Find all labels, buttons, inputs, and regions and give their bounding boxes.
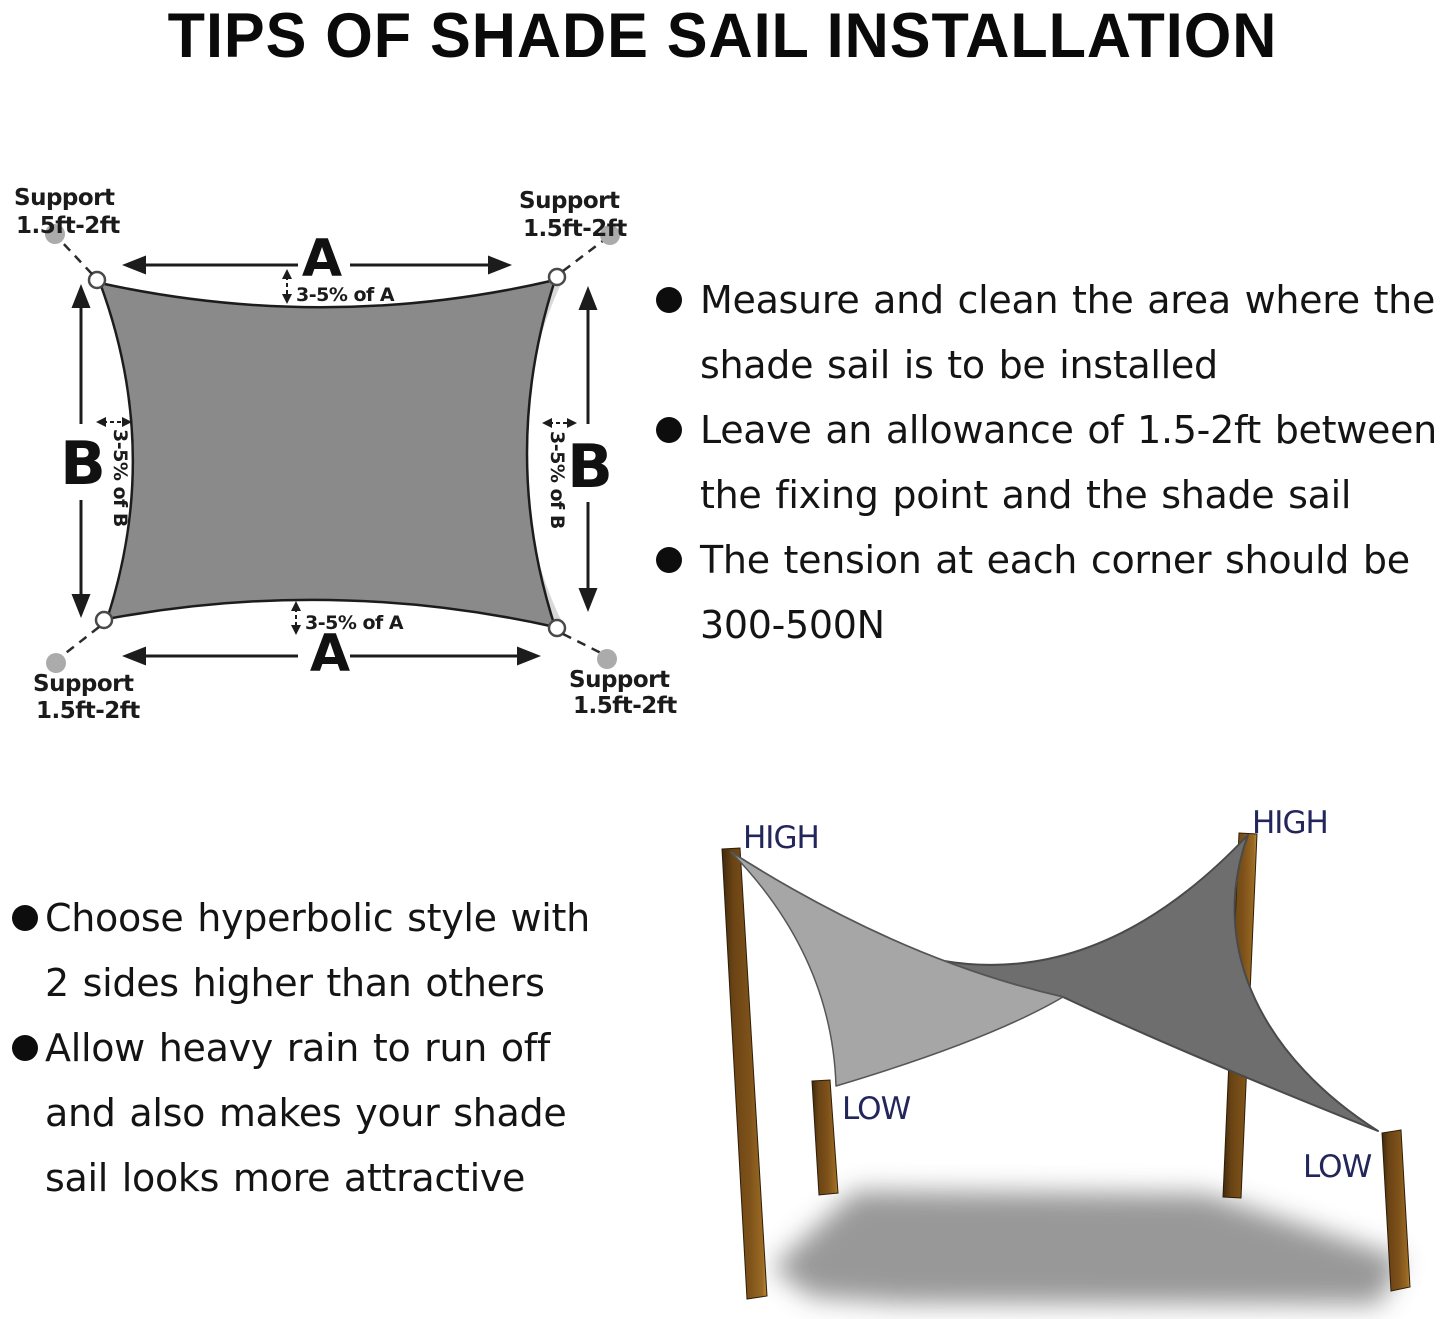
list-item (656, 268, 1445, 398)
list-item (12, 886, 644, 1016)
dimension-letter-a: A (301, 229, 343, 289)
tip-text: Measure and clean the area where the (700, 278, 1436, 322)
tip-text: The tension at each corner should be (700, 538, 1410, 582)
support-label: Support (519, 188, 620, 214)
dimension-letter-b: B (567, 432, 613, 502)
support-tie-line (62, 627, 99, 656)
tip-text: 300-500N (700, 603, 885, 647)
page-title: TIPS OF SHADE SAIL INSTALLATION (167, 1, 1278, 71)
tip-text: the fixing point and the shade sail (700, 473, 1352, 517)
dimension-a-top (122, 229, 512, 306)
dimension-letter-b: B (60, 429, 106, 499)
support-label: 1.5ft-2ft (523, 216, 627, 242)
offset-label-right: 3-5% of B (546, 431, 568, 529)
support-label: Support (33, 671, 134, 697)
label-high-right: HIGH (1252, 805, 1328, 841)
list-item (656, 398, 1445, 528)
support-tie-line (61, 241, 92, 274)
bullet-icon (656, 547, 682, 573)
label-low-right: LOW (1303, 1149, 1372, 1185)
installation-illustration (690, 790, 1445, 1319)
tip-text: 2 sides higher than others (45, 961, 545, 1005)
support-label: 1.5ft-2ft (573, 693, 677, 719)
support-tie-line (563, 634, 601, 653)
bullet-icon (656, 287, 682, 313)
label-low-left: LOW (842, 1091, 911, 1127)
offset-label-left: 3-5% of B (109, 429, 131, 527)
tip-text: and also makes your shade (45, 1091, 567, 1135)
post-high-left (722, 848, 767, 1299)
label-high-left: HIGH (743, 820, 819, 856)
support-label: 1.5ft-2ft (16, 213, 120, 239)
support-label: Support (14, 185, 115, 211)
support-tie-line (563, 240, 604, 271)
corner-ring-icon (549, 620, 565, 636)
tips-list-right (656, 268, 1445, 658)
tip-text: Choose hyperbolic style with (45, 896, 590, 940)
support-label: 1.5ft-2ft (36, 698, 140, 724)
dimension-letter-a: A (309, 624, 351, 684)
bullet-icon (656, 417, 682, 443)
tips-list-left (12, 886, 644, 1211)
tip-text: Allow heavy rain to run off (45, 1026, 550, 1070)
shade-sail-shape (100, 280, 555, 627)
ground-shadow (772, 1191, 1402, 1304)
tip-text: shade sail is to be installed (700, 343, 1218, 387)
corner-ring-icon (96, 612, 112, 628)
support-label: Support (569, 667, 670, 693)
dimension-b-right (542, 286, 613, 612)
tip-text: Leave an allowance of 1.5-2ft between (700, 408, 1437, 452)
measurement-diagram (0, 170, 680, 740)
offset-label-bottom: 3-5% of A (305, 612, 404, 634)
bullet-icon (12, 1035, 38, 1061)
offset-label-top: 3-5% of A (296, 284, 395, 306)
list-item (656, 528, 1445, 658)
list-item (12, 1016, 644, 1211)
bullet-icon (12, 905, 38, 931)
tip-text: sail looks more attractive (45, 1156, 526, 1200)
corner-ring-icon (549, 269, 565, 285)
post-low-left (812, 1080, 838, 1195)
support-point-icon (46, 653, 66, 673)
support-point-icon (597, 649, 617, 669)
